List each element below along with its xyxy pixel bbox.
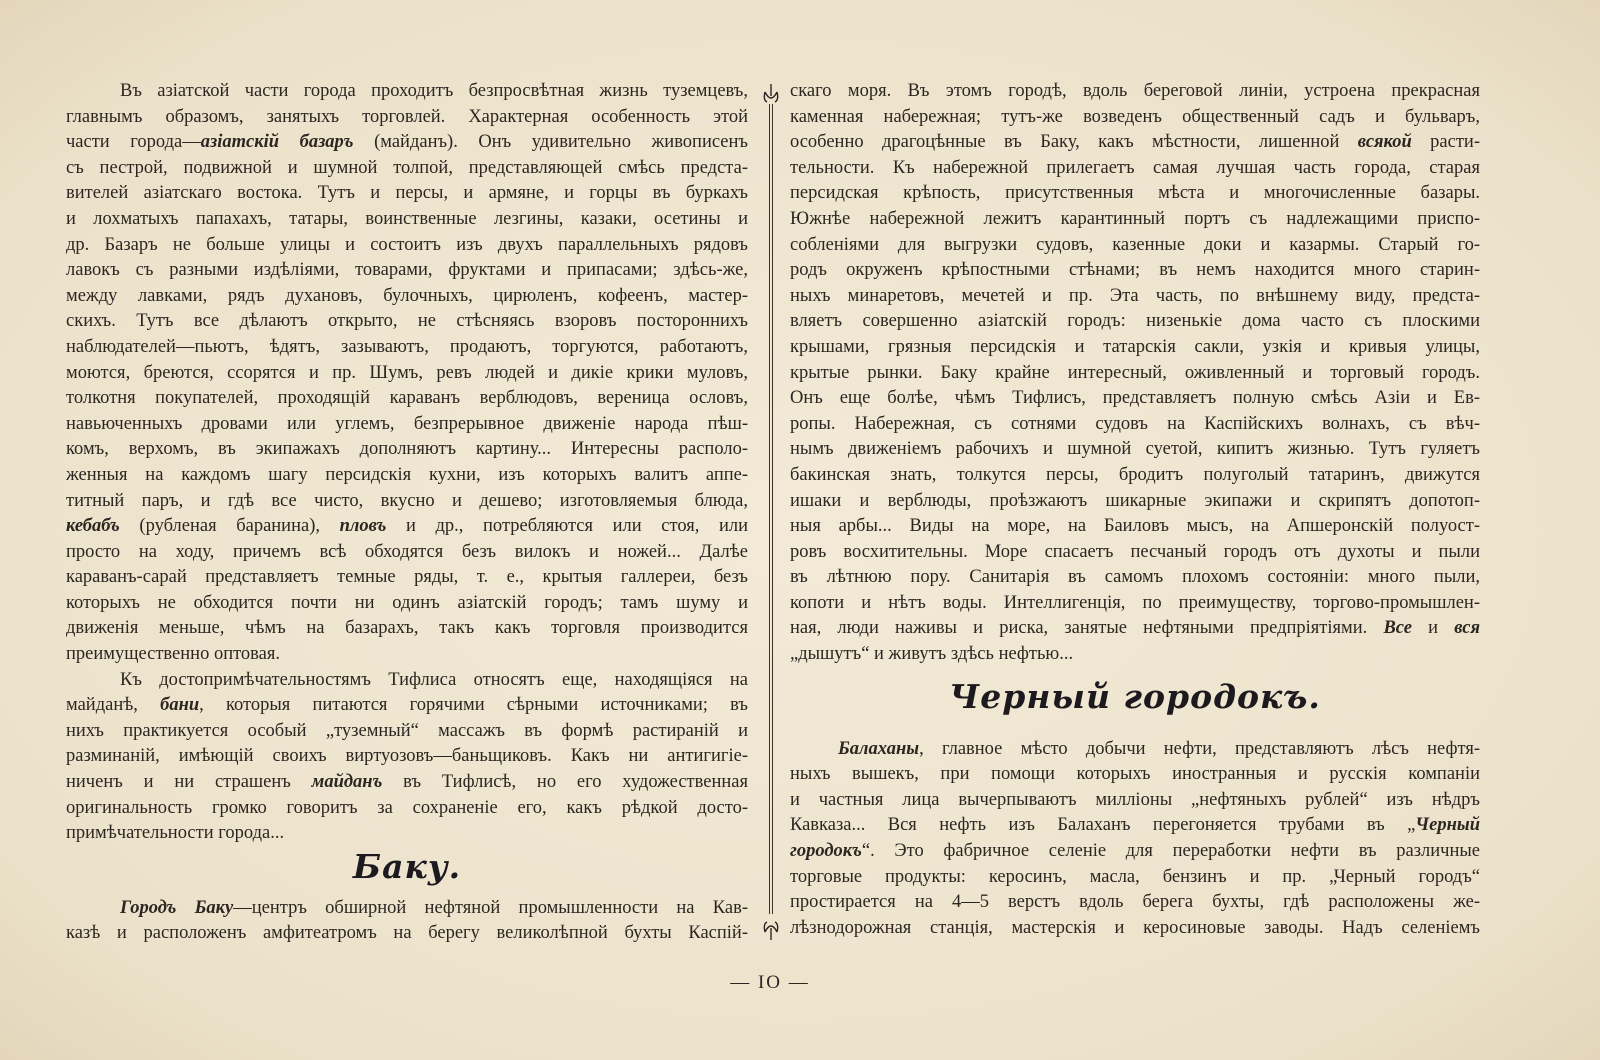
text-run: ниченъ и ни страшенъ: [66, 772, 312, 793]
text-run: просто на ходу, причемъ всѣ обходятся безъ вилокъ и ножей... Далѣе: [66, 541, 748, 562]
text-line: [66, 284, 748, 310]
text-line: [66, 693, 748, 719]
text-line: [790, 309, 1480, 335]
text-line: [66, 309, 748, 335]
text-line: [66, 489, 748, 515]
text-line: [790, 284, 1480, 310]
text-run: титный паръ, и гдѣ все чисто, вкусно и дешево; изготовляемыя блюда,: [66, 490, 748, 511]
text-run: лѣзнодорожная станція, мастерскія и керосиновые заводы. Надъ селеніемъ: [790, 917, 1480, 938]
text-run: др. Базаръ не больше улицы и состоитъ изъ двухъ параллельныхъ рядовъ: [66, 234, 748, 255]
emphasized-text: азіатскій базаръ: [200, 132, 354, 153]
text-run: движенія меньше, чѣмъ на базарахъ, такъ какъ торговля производится: [66, 618, 748, 639]
text-run: части города—: [66, 132, 201, 153]
text-run: и: [1411, 618, 1455, 639]
text-line: [790, 839, 1480, 865]
text-line: [66, 79, 748, 105]
text-line: [790, 105, 1480, 131]
emphasized-text: кебабъ: [66, 516, 120, 537]
text-run: въ Тифлисѣ, но его художественная: [382, 772, 748, 793]
text-run: бакинская знать, толкутся персы, бродитъ полуголый татаринъ, движутся: [790, 464, 1480, 485]
paragraph: [66, 79, 748, 668]
text-run: каменная набережная; тутъ-же возведенъ общественный садъ и бульваръ,: [790, 106, 1480, 127]
text-line: [66, 386, 748, 412]
text-run: , которыя питаются горячими сѣрными источниками; въ: [199, 695, 748, 716]
text-line: [66, 181, 748, 207]
text-line: [66, 668, 748, 694]
text-run: Южнѣе набережной лежитъ карантинный портъ съ надлежащими приспо-: [790, 208, 1480, 229]
text-line: [66, 744, 748, 770]
text-line: [790, 616, 1480, 642]
text-run: крышами, грязныя персидскія и татарскія сакли, узкія и кривыя улицы,: [790, 336, 1480, 357]
emphasized-text: Черный: [1415, 815, 1480, 836]
paragraph: [790, 737, 1480, 942]
text-line: [790, 79, 1480, 105]
text-line: [790, 207, 1480, 233]
text-run: родъ окруженъ крѣпостными стѣнами; въ немъ находится много старин-: [790, 260, 1480, 281]
text-run: съ пестрой, подвижной и шумной толпой, представляющей смѣсь предста-: [66, 157, 748, 178]
text-line: [790, 386, 1480, 412]
text-run: комъ, верхомъ, въ экипажахъ дополняютъ картину... Интересны располо-: [66, 439, 748, 460]
text-line: [66, 361, 748, 387]
text-run: Онъ еще болѣе, чѣмъ Тифлисъ, представляетъ полную смѣсь Азіи и Ев-: [790, 388, 1480, 409]
text-line: [66, 821, 748, 847]
emphasized-text: майданъ: [311, 772, 383, 793]
text-run: вляетъ совершенно азіатскій городъ: низенькіе дома часто съ плоскими: [790, 311, 1480, 332]
text-run: оригинальность громко говоритъ за сохраненіе его, какъ рѣдкой досто-: [66, 797, 748, 818]
text-line: [66, 233, 748, 259]
text-line: [66, 258, 748, 284]
text-run: казѣ и расположенъ амфитеатромъ на берегу великолѣпной бухты Каспій-: [66, 923, 748, 944]
text-run: “. Это фабричное селеніе для переработки нефти въ различные: [861, 841, 1480, 862]
text-run: наблюдателей—пьютъ, ѣдятъ, зазываютъ, продаютъ, торгуются, работаютъ,: [66, 336, 748, 357]
text-line: [66, 105, 748, 131]
paragraph: [790, 79, 1480, 668]
text-line: [66, 719, 748, 745]
text-run: разминаній, имѣющій своихъ виртуозовъ—баньщиковъ. Какъ ни антигигіе-: [66, 746, 748, 767]
text-line: [790, 233, 1480, 259]
text-line: [790, 890, 1480, 916]
text-line: [790, 361, 1480, 387]
text-run: ная, люди наживы и риска, занятые нефтяными предпріятіями.: [790, 618, 1384, 639]
text-run: майданѣ,: [66, 695, 161, 716]
text-line: [66, 616, 748, 642]
text-run: главнымъ образомъ, занятыхъ торговлей. Характерная особенность этой: [66, 106, 748, 127]
text-run: тельности. Къ набережной прилегаетъ самая лучшая часть города, старая: [790, 157, 1480, 178]
text-run: простирается на 4—5 верстъ вдоль берега бухты, гдѣ расположены же-: [790, 892, 1480, 913]
text-run: (рубленая баранина),: [119, 516, 340, 537]
text-line: [66, 796, 748, 822]
text-line: [790, 514, 1480, 540]
text-run: ишаки и верблюды, проѣзжаютъ шикарные экипажи и скрипятъ допотоп-: [790, 490, 1480, 511]
text-run: ныхъ минаретовъ, мечетей и пр. Эта часть, по внѣшнему виду, предста-: [790, 285, 1480, 306]
text-run: которыхъ не обходится почти ни одинъ азіатскій городъ; тамъ шуму и: [66, 592, 748, 613]
text-run: женныя на каждомъ шагу персидскія кухни, изъ которыхъ валитъ аппе-: [66, 464, 748, 485]
text-line: [66, 335, 748, 361]
left-column: [66, 79, 748, 947]
text-line: [790, 412, 1480, 438]
text-line: [66, 437, 748, 463]
text-run: Кавказа... Вся нефть изъ Балаханъ перегоняется трубами въ „: [790, 815, 1416, 836]
text-line: [790, 865, 1480, 891]
emphasized-text: пловъ: [339, 516, 387, 537]
text-line: [790, 813, 1480, 839]
text-line: [66, 921, 748, 947]
text-run: расти-: [1411, 132, 1480, 153]
text-run: и лохматыхъ папахахъ, татары, воинственные лезгины, казаки, осетины и: [66, 208, 748, 229]
column-divider-ornament: [760, 82, 782, 942]
text-run: навьюченныхъ дровами или углемъ, безпрерывное движеніе народа пѣш-: [66, 413, 748, 434]
text-line: [66, 463, 748, 489]
text-run: Въ азіатской части города проходитъ безпросвѣтная жизнь туземцевъ,: [120, 81, 748, 101]
text-run: лавокъ съ разными издѣліями, товарами, фруктами и припасами; здѣсь-же,: [66, 260, 748, 281]
text-line: [66, 514, 748, 540]
text-line: [66, 156, 748, 182]
text-line: [790, 642, 1480, 668]
emphasized-text: Балаханы: [838, 738, 920, 759]
text-line: [66, 412, 748, 438]
emphasized-text: всякой: [1357, 132, 1412, 153]
text-line: [66, 130, 748, 156]
text-line: [66, 591, 748, 617]
right-column: [790, 79, 1480, 941]
text-line: [790, 463, 1480, 489]
text-line: [790, 540, 1480, 566]
text-line: [790, 788, 1480, 814]
text-run: скаго моря. Въ этомъ городѣ, вдоль береговой линіи, устроена прекрасная: [790, 81, 1480, 101]
page-number: — IO —: [730, 972, 810, 993]
text-run: ныхъ вышекъ, при помощи которыхъ иностранныя и русскія компаніи: [790, 764, 1480, 785]
text-line: [790, 916, 1480, 942]
text-run: торговые продукты: керосинъ, масла, бензинъ и пр. „Черный городъ“: [790, 866, 1480, 887]
text-line: [790, 737, 1480, 763]
text-run: скихъ. Тутъ все дѣлаютъ открыто, не стѣсняясь взоровъ постороннихъ: [66, 311, 748, 332]
text-run: копоти и нѣтъ воды. Интеллигенція, по преимуществу, торгово-промышлен-: [790, 592, 1480, 613]
text-line: [790, 181, 1480, 207]
text-run: моются, бреются, ссорятся и пр. Шумъ, ревъ людей и дикіе крики муловъ,: [66, 362, 748, 383]
text-run: —центръ обширной нефтяной промышленности на Кав-: [233, 897, 748, 918]
text-line: [790, 565, 1480, 591]
text-run: ровъ восхитительны. Море спасаетъ песчаный городъ отъ духоты и пыли: [790, 541, 1480, 562]
text-line: [790, 258, 1480, 284]
text-line: [790, 591, 1480, 617]
text-run: , главное мѣсто добычи нефти, представляютъ лѣсъ нефтя-: [919, 738, 1480, 759]
emphasized-text: вся: [1454, 618, 1480, 639]
text-line: [66, 642, 748, 668]
text-run: въ лѣтнюю пору. Санитарія въ самомъ плохомъ состояніи: много пыли,: [790, 567, 1480, 588]
emphasized-text: городокъ: [790, 841, 862, 862]
text-run: Къ достопримѣчательностямъ Тифлиса относятъ еще, находящіяся на: [120, 669, 748, 690]
text-line: [66, 896, 748, 922]
text-run: и др., потребляются или стоя, или: [386, 516, 748, 537]
text-run: „дышутъ“ и живутъ здѣсь нефтью...: [790, 644, 1074, 665]
text-run: примѣчательности города...: [66, 823, 285, 844]
text-run: преимущественно оптовая.: [66, 644, 281, 665]
text-run: между лавками, рядъ духановъ, булочныхъ, цирюленъ, кофеенъ, мастер-: [66, 285, 748, 306]
text-run: нымъ движеніемъ рабочихъ и шумной суетой, кипитъ жизнью. Тутъ гуляетъ: [790, 439, 1480, 460]
emphasized-text: Городъ Баку: [120, 897, 234, 918]
text-run: вителей азіатскаго востока. Тутъ и персы, и армяне, и горцы въ буркахъ: [66, 183, 748, 204]
text-run: собленіями для выгрузки судовъ, казенные доки и казармы. Старый го-: [790, 234, 1480, 255]
text-run: нихъ практикуется особый „туземный“ массажъ въ формѣ растираній и: [66, 720, 748, 741]
text-line: [790, 489, 1480, 515]
emphasized-text: бани: [160, 695, 200, 716]
section-heading: Черный городокъ.: [949, 676, 1321, 716]
section-heading: Баку.: [352, 846, 462, 886]
text-run: (майданъ). Онъ удивительно живописенъ: [353, 132, 748, 153]
text-line: [790, 437, 1480, 463]
text-run: особенно драгоцѣнные въ Баку, какъ мѣстности, лишенной: [790, 132, 1358, 153]
text-line: [66, 565, 748, 591]
text-line: [66, 540, 748, 566]
text-line: [790, 335, 1480, 361]
text-line: [790, 130, 1480, 156]
text-run: персидская крѣпость, присутственныя мѣста и многочисленные базары.: [790, 183, 1480, 204]
text-run: и частныя лица вычерпываютъ милліоны „нефтяныхъ рублей“ изъ нѣдръ: [790, 789, 1480, 810]
text-line: [790, 156, 1480, 182]
text-run: ропы. Набережная, съ сотнями судовъ на Каспійскихъ волнахъ, съ вѣч-: [790, 413, 1480, 434]
text-run: ныя арбы... Виды на море, на Баиловъ мысъ, на Апшеронскій полуост-: [790, 516, 1480, 537]
text-run: толкотня покупателей, проходящій караванъ верблюдовъ, вереница ословъ,: [66, 388, 748, 409]
paragraph: [66, 668, 748, 847]
text-run: крытые рынки. Баку крайне интересный, оживленный и торговый городъ.: [790, 362, 1480, 383]
emphasized-text: Все: [1383, 618, 1412, 639]
text-run: караванъ-сарай представляетъ темные ряды, т. е., крытыя галлереи, безъ: [66, 567, 748, 588]
paragraph: [66, 896, 748, 947]
text-line: [790, 762, 1480, 788]
text-line: [66, 770, 748, 796]
text-line: [66, 207, 748, 233]
